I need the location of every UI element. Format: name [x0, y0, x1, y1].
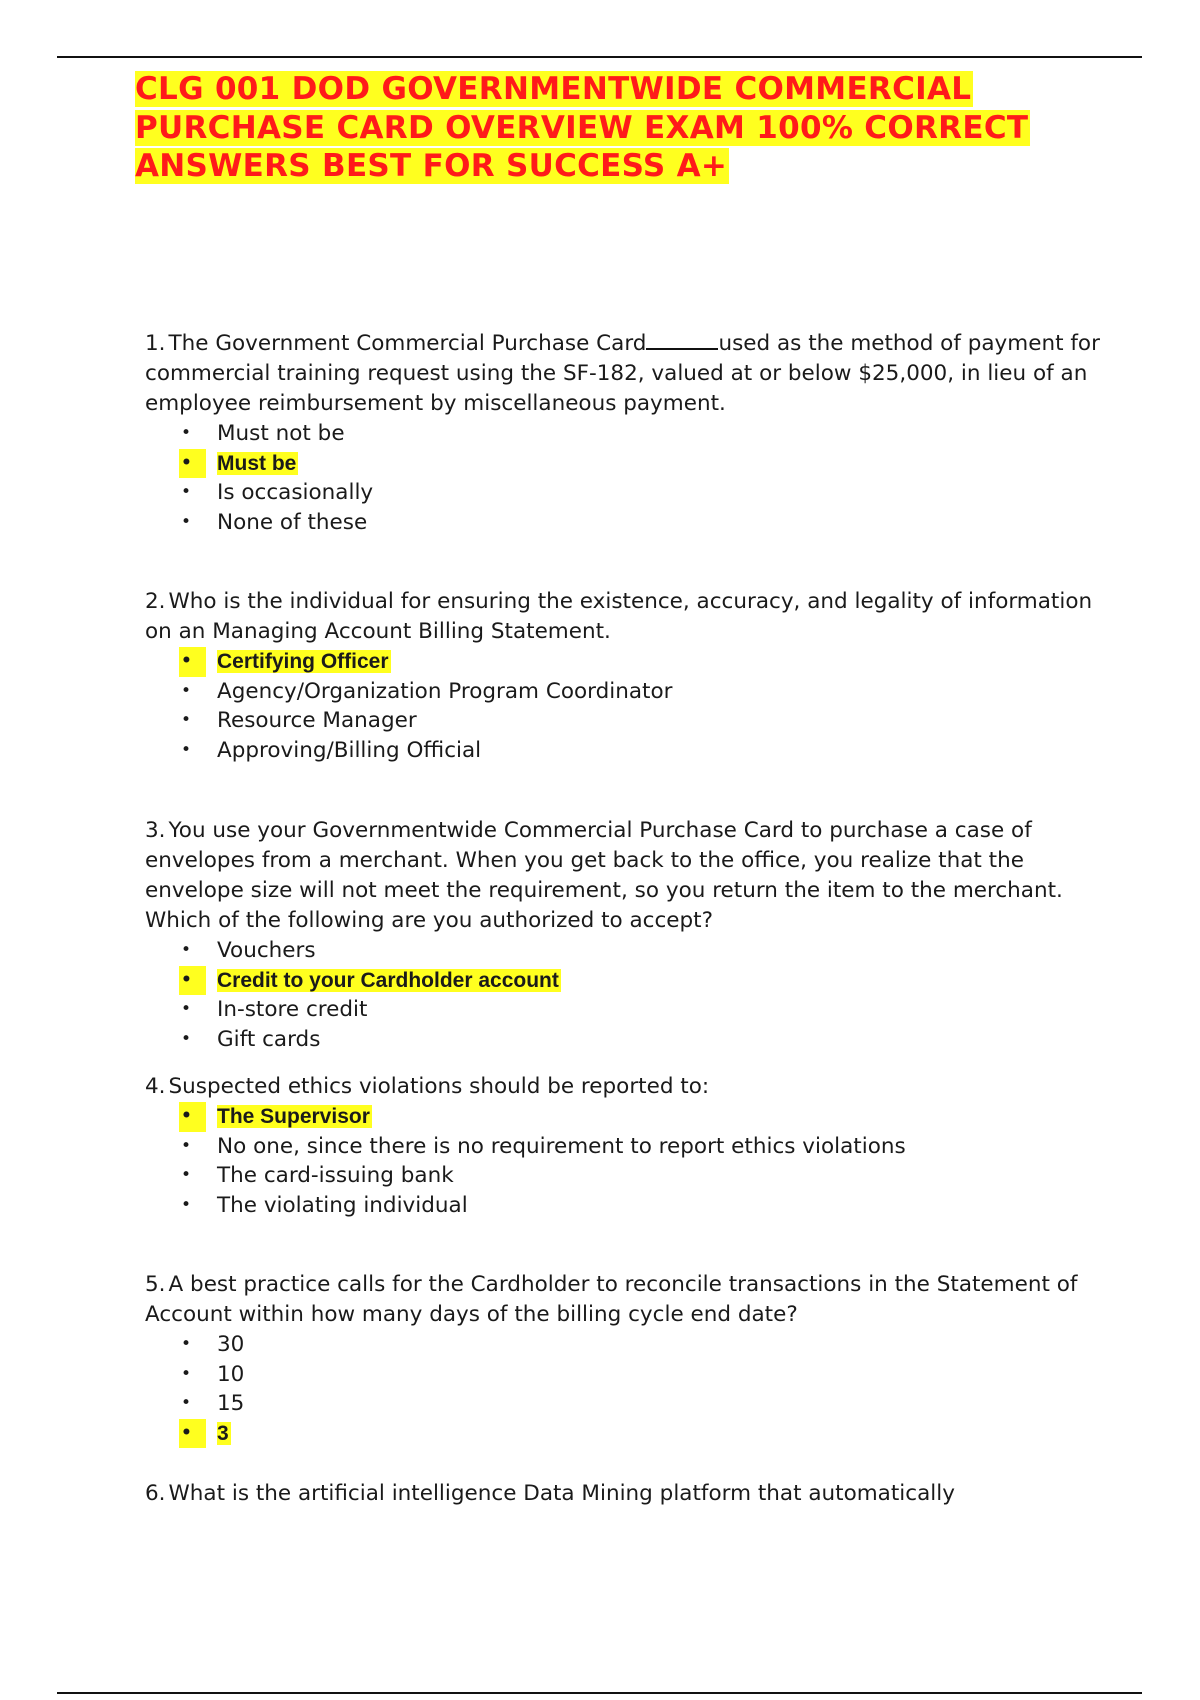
bullet-icon: • [181, 1363, 192, 1384]
answer-option: • 15 [145, 1389, 1120, 1419]
bullet-icon: • [179, 966, 206, 996]
bullet-icon: • [181, 1165, 192, 1185]
bullet-icon: • [181, 739, 192, 760]
answer-option-correct: • 3 [145, 1419, 1120, 1449]
answer-option-correct: • Credit to your Cardholder account [145, 966, 1120, 996]
question-6 [145, 1479, 1120, 1509]
answer-option: • Vouchers [145, 936, 1120, 966]
bullet-icon: • [181, 999, 192, 1019]
title-line: ANSWERS BEST FOR SUCCESS A+ [135, 148, 728, 184]
answer-option: • Gift cards [145, 1025, 1120, 1055]
question-4 [145, 1072, 1120, 1220]
answer-option: • No one, since there is no requirement to report ethics violations [145, 1132, 1120, 1162]
title-line: CLG 001 DOD GOVERNMENTWIDE COMMERCIAL [135, 71, 972, 107]
bullet-icon: • [179, 1102, 206, 1132]
answer-option: • 30 [145, 1330, 1120, 1360]
answer-option: • None of these [145, 508, 1120, 538]
bullet-icon: • [181, 710, 192, 730]
answer-option: • Is occasionally [145, 478, 1120, 508]
bullet-icon: • [179, 449, 206, 479]
answer-option-correct: • The Supervisor [145, 1102, 1120, 1132]
bullet-icon: • [181, 1393, 192, 1413]
question-number: 2. [145, 589, 166, 614]
answer-option-correct: • Must be [145, 449, 1120, 479]
question-stem: 3. You use your Governmentwide Commercial Purchase Card to purchase a case of envelopes from a merchant. When you get back to the office, you realize that the envelope size will not meet the requirement, so you return the item to the merchant. Which of the following are you authorized to accept? [145, 818, 1063, 933]
answer-option: • The violating individual [145, 1191, 1120, 1221]
answer-option: • In-store credit [145, 995, 1120, 1025]
question-stem: 2. Who is the individual for ensuring the existence, accuracy, and legality of information on an Managing Account Billing Statement. [145, 589, 1093, 644]
question-number: 3. [145, 818, 166, 843]
bullet-icon: • [181, 1334, 192, 1354]
bullet-icon: • [181, 1194, 192, 1215]
answer-option: • Approving/Billing Official [145, 736, 1120, 766]
answer-options [145, 647, 1120, 765]
bullet-icon: • [181, 940, 192, 960]
question-2 [145, 587, 1120, 765]
answer-options [145, 936, 1120, 1054]
question-number: 6. [145, 1481, 166, 1506]
answer-option: • Resource Manager [145, 706, 1120, 736]
question-stem: 6. What is the artificial intelligence Data Mining platform that automatically [145, 1481, 955, 1506]
bullet-icon: • [179, 1419, 206, 1449]
bullet-icon: • [181, 511, 192, 532]
answer-option-correct: • Certifying Officer [145, 647, 1120, 677]
bullet-icon: • [181, 423, 192, 443]
document-title [135, 70, 1095, 186]
question-3 [145, 816, 1120, 1054]
bullet-icon: • [179, 647, 206, 677]
question-5 [145, 1270, 1120, 1448]
bullet-icon: • [181, 680, 192, 701]
bullet-icon: • [181, 482, 192, 502]
top-rule [57, 56, 1142, 58]
question-number: 1. [145, 331, 166, 356]
bullet-icon: • [181, 1135, 192, 1156]
question-stem: 1. The Government Commercial Purchase Card used as the method of payment for commercial training request using the SF-182, valued at or below $25,000, in lieu of an employee reimbursement by miscellaneous payment. [145, 331, 1100, 416]
answer-option: • 10 [145, 1360, 1120, 1390]
answer-option: • Agency/Organization Program Coordinator [145, 677, 1120, 707]
fill-in-blank [646, 330, 718, 350]
question-1 [145, 329, 1120, 537]
question-stem: 4. Suspected ethics violations should be reported to: [145, 1074, 710, 1099]
answer-options [145, 419, 1120, 537]
answer-options [145, 1330, 1120, 1448]
bullet-icon: • [181, 1028, 192, 1049]
answer-option: • Must not be [145, 419, 1120, 449]
answer-option: • The card-issuing bank [145, 1161, 1120, 1191]
question-stem: 5. A best practice calls for the Cardholder to reconcile transactions in the Statement of Account within how many days of the billing cycle end date? [145, 1272, 1078, 1327]
question-number: 5. [145, 1272, 166, 1297]
answer-options [145, 1102, 1120, 1220]
title-line: PURCHASE CARD OVERVIEW EXAM 100% CORRECT [135, 109, 1029, 146]
bottom-rule [57, 1692, 1142, 1694]
question-number: 4. [145, 1074, 166, 1099]
